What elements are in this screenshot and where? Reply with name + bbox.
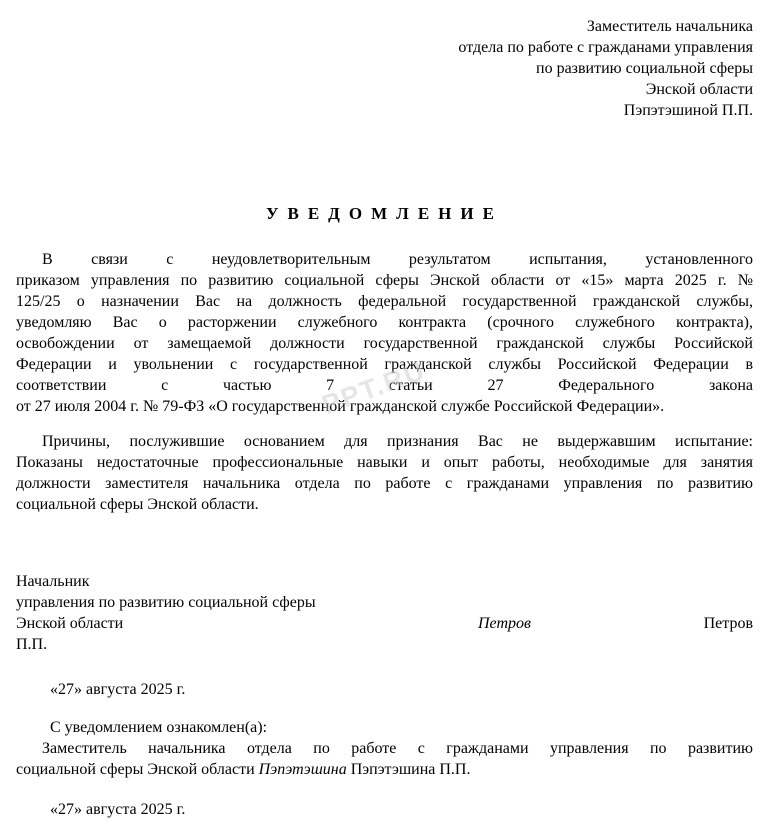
body-line: Причины, послужившие основанием для признания Вас не выдержавшим испытание: xyxy=(42,433,753,450)
body-line: соответствии с частью 7 статьи 27 Федерального закона xyxy=(16,377,753,394)
handwritten-signature: Петров xyxy=(478,615,531,632)
signer-title-line: управления по развитию социальной сферы xyxy=(16,594,316,611)
signer-title-line: Начальник xyxy=(16,573,90,590)
recipient-line: Заместитель начальника xyxy=(586,18,753,35)
handwritten-signature: Пэпэтэшина xyxy=(258,761,347,778)
watermark: PPT.RU xyxy=(318,355,430,421)
body-line: социальной сферы Энской области. xyxy=(16,496,259,513)
recipient-line: отдела по работе с гражданами управления xyxy=(458,39,753,56)
notice-date: «27» августа 2025 г. xyxy=(50,681,186,698)
signer-initials: П.П. xyxy=(16,636,48,653)
acknowledgment-line: Заместитель начальника отдела по работе с гражданами управления по развитию xyxy=(42,740,753,757)
acknowledgment-text: Пэпэтэшина П.П. xyxy=(346,761,471,778)
body-line: приказом управления по развитию социальной сферы Энской области от «15» марта 2025 г. № xyxy=(16,272,753,289)
body-line: В связи с неудовлетворительным результатом испытания, установленного xyxy=(42,251,753,268)
signature-block xyxy=(16,571,753,655)
acknowledgment-date: «27» августа 2025 г. xyxy=(50,801,186,818)
acknowledgment-intro: С уведомлением ознакомлен(а): xyxy=(50,719,268,736)
body-line: Показаны недостаточные профессиональные навыки и опыт работы, необходимые для занятия xyxy=(16,454,753,471)
body-line: от 27 июля 2004 г. № 79-ФЗ «О государственной гражданской службе Российской Федерации». xyxy=(16,398,665,415)
body-line: Федерации и увольнении с государственной гражданской службы Российской Федерации в xyxy=(16,356,753,373)
acknowledgment-text: социальной сферы Энской области xyxy=(16,761,259,778)
recipient-line: Пэпэтэшиной П.П. xyxy=(623,102,753,119)
signer-title-line: Энской области xyxy=(16,615,124,632)
recipient-line: Энской области xyxy=(645,81,753,98)
signer-name: Петров xyxy=(703,615,753,632)
paragraph-termination-notice xyxy=(16,249,753,417)
recipient-line: по развитию социальной сферы xyxy=(536,60,753,77)
document-title: УВЕДОМЛЕНИЕ xyxy=(266,204,503,223)
body-line: уведомляю Вас о расторжении служебного контракта (срочного служебного контракта), xyxy=(16,314,753,331)
signature-row xyxy=(16,613,753,634)
recipient-block xyxy=(16,16,753,121)
body-line: 125/25 о назначении Вас на должность федеральной государственной гражданской службы, xyxy=(16,293,753,310)
body-line: должности заместителя начальника отдела по работе с гражданами управления по развитию xyxy=(16,475,753,492)
paragraph-reasons xyxy=(16,431,753,515)
body-line: освобождении от замещаемой должности государственной гражданской службы Российской xyxy=(16,335,753,352)
acknowledgment-line xyxy=(16,759,753,780)
acknowledgment-block xyxy=(16,717,753,780)
